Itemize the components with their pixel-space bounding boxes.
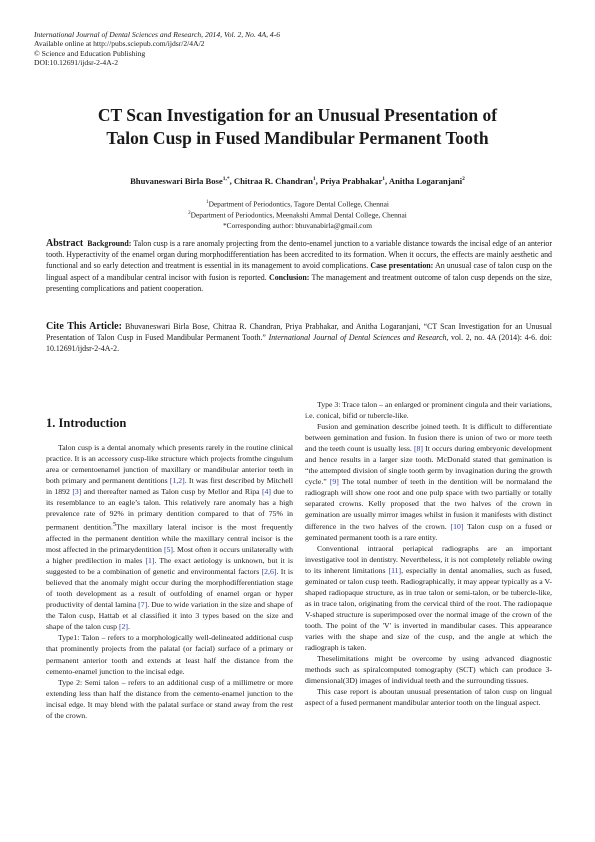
- corresponding-author: *Corresponding author: bhuvanabirla@gmail.com: [222, 220, 373, 230]
- author-sep: ,: [385, 176, 389, 186]
- citation-link[interactable]: [3]: [72, 487, 82, 497]
- citation-link[interactable]: [2]: [118, 622, 129, 632]
- author-affil-sup: 1,*: [222, 176, 230, 183]
- left-column: [46, 399, 293, 721]
- publisher-line: © Science and Education Publishing: [34, 48, 146, 58]
- affiliations: [40, 198, 555, 231]
- intro-paragraph-1: Talon cusp is a dental anomaly which presents rarely in the routine clinical practice. It is an accessory cusp-like structure which projects fromthe cingulum area or cementoenamel junction of maxillary or mandibular anterior teeth in both primary and permanent dentitions [1,2]. It was first described by Mitchell in 1892 [3] and thereafter named as Talon cusp by Mellor and Ripa [4] due to its resemblance to an eagle’s talon. This relatively rare anomaly has a high prevalence rate of 92% in primary dentition compared to that of 75% in permanent dentition.$^5$The maxillary lateral incisor is the most frequently affected in the permanent dentition while the maxillary central incisor is the most affected in the primarydentition [5]. Most often it occurs unilaterally with a higher predilection in males [1]. The exact aetiology is unknown, but it is suggested to be a combination of genetic and environmental factors [2,6]. It is believed that the anomaly might occur during the morphodifferentiation stage of tooth development as a result of outfolding of enamel organ or hyper productivity of dental lamina [7]. Due to wide variation in the size and shape of the Talon cusp, Hattab et al classified it into 3 types based on the size and shape of the talon cusp [2].: [46, 443, 294, 632]
- citation-link[interactable]: [5]: [163, 545, 174, 555]
- abstract-heading: Abstract: [46, 238, 84, 249]
- title-line-2: Talon Cusp in Fused Mandibular Permanent Tooth: [106, 128, 489, 148]
- conclusion-text: The management and treatment outcome of talon cusp depends on the size, presenting complications and patient cooperation.: [46, 272, 552, 293]
- cite-journal: International Journal of Dental Sciences and Research: [268, 333, 447, 342]
- citation-link[interactable]: [11]: [388, 565, 402, 575]
- background-text: Talon cusp is a rare anomaly projecting from the dento-enamel junction to a variable distance towards the incisal edge of an anterior tooth. Hyperactivity of the enamel organ during morphodifferentiation has been accredited to its formation. When it occurs, the effects are mainly aesthetic and functional and so early detection and treatment is essential in its management to avoid complications.: [46, 239, 552, 271]
- background-label: Background:: [87, 239, 132, 248]
- doi-line: DOI:10.12691/ijdsr-2-4A-2: [34, 58, 119, 68]
- cite-tail: , vol. 2, no. 4A (2014): 4-6. doi: 10.12691/ijdsr-2-4A-2.: [46, 333, 552, 353]
- author-name: Priya Prabhakar: [319, 176, 383, 186]
- right-column: [305, 399, 552, 708]
- citation-link[interactable]: [8]: [413, 444, 423, 454]
- author-name: Bhuvaneswari Birla Bose: [130, 176, 223, 186]
- conclusion-label: Conclusion:: [269, 272, 310, 282]
- affiliation-1: $^1$Department of Periodontics, Tagore Dental College, Chennai: [206, 199, 389, 209]
- citation-link[interactable]: [1]: [145, 556, 155, 566]
- section-heading-introduction: 1. Introduction: [46, 416, 127, 430]
- author-list: [40, 176, 555, 186]
- intro-paragraph-radiographs: Conventional intraoral periapical radiographs are an important investigative tool in dentistry. Nevertheless, it is not completely reliable owing to its inherent limitations [11], especially in dental anomalies, such as fused, geminated or talon cusp teeth. Radiographically, it may appear typically as a V-shaped radiopaque structure, as in true talon or semi-talon, or be tubercle-like, as in trace talon, originating from the cervical third of the root. The radiopaque V-shaped structure is superimposed over the normal image of the crown of the tooth. The point of the 'V' is inverted in mandibular cases. This appearance varies with the shape and size of the cusp, and the angle at which the radiograph is taken.: [305, 543, 552, 653]
- header-meta: [34, 30, 280, 68]
- cite-heading: Cite This Article:: [46, 321, 122, 332]
- cite-text: Bhuvaneswari Birla Bose, Chitraa R. Chandran, Priya Prabhakar, and Anitha Logaranjani, “CT Scan Investigation for an Unusual Presentation of Talon Cusp in Fused Mandibular Permanent Tooth.”: [46, 322, 552, 342]
- author-name: Anitha Logaranjani: [388, 176, 463, 186]
- intro-paragraph-fusion: Fusion and gemination describe joined teeth. It is difficult to differentiate between gemination and fusion. In fusion there is union of two or more teeth and the teeth count is usually less. [8] It occurs during embryonic development and hence results in a larger size tooth. McDonald stated that gemination is “the attempted division of single tooth germ by invagination during the growth cycle.” [9] The total number of teeth in the dentition will be normaland the radiograph will show one root and one pulp space with two partially or totally separated crowns. Kelly proposed that the two halves of the crown in gemination are usually mirror images whilst in fusion it manifests with distinct difference in the two halves of the crown. [10] Talon cusp on a fused or geminated permanent tooth is a rare entity.: [305, 422, 552, 542]
- intro-paragraph-type3: Type 3: Trace talon – an enlarged or prominent cingula and their variations, i.e. conical, bifid or tubercle-like.: [305, 400, 552, 421]
- citation-link[interactable]: [4]: [261, 487, 271, 497]
- case-text: An unusual case of talon cusp on the lingual aspect of a mandibular central incisor with fusion is reported.: [46, 261, 552, 282]
- citation-link[interactable]: [2,6]: [261, 567, 277, 577]
- author-sep: ,: [315, 176, 320, 186]
- intro-paragraph-type1: Type1: Talon – refers to a morphologically well-delineated additional cusp that prominently projects from the palatal (or facial) surface of a primary or permanent anterior tooth and extends at least half the distance from the cemento-enamel junction to the incisal edge.: [46, 633, 293, 676]
- intro-paragraph-type2: Type 2: Semi talon – refers to an additional cusp of a millimetre or more extending less than half the distance from the cemento-enamel junction to the incisal edge. It may blend with the palatal surface or stand away from the rest of the crown.: [46, 677, 293, 720]
- paper-title: [40, 104, 555, 150]
- url-line[interactable]: Available online at http://pubs.sciepub.com/ijdsr/2/4A/2: [34, 39, 205, 49]
- abstract: [46, 238, 552, 294]
- intro-paragraph-limitations: Theselimitations might be overcome by using advanced diagnostic methods such as spiralcomputed tomography (SCT) which can produce 3-dimensional(3D) images of individual teeth and the surrounding tissues.: [305, 654, 552, 686]
- case-label: Case presentation:: [370, 261, 434, 271]
- citation-link[interactable]: [1,2]: [169, 476, 185, 486]
- author-sep: ,: [229, 176, 234, 186]
- title-line-1: CT Scan Investigation for an Unusual Presentation of: [97, 105, 498, 125]
- intro-paragraph-case: This case report is aboutan unusual presentation of talon cusp on lingual aspect of a fused permanent mandibular anterior tooth on the lingual aspect.: [305, 687, 552, 708]
- citation-link[interactable]: [9]: [329, 477, 339, 487]
- affiliation-2: $^2$Department of Periodontics, Meenakshi Ammal Dental College, Chennai: [188, 210, 407, 220]
- citation-link[interactable]: [10]: [450, 521, 464, 531]
- journal-line: International Journal of Dental Sciences and Research, 2014, Vol. 2, No. 4A, 4-6: [34, 30, 281, 39]
- citation-link[interactable]: [7]: [138, 600, 148, 610]
- author-name: Chitraa R. Chandran: [233, 176, 313, 186]
- author-affil-sup: 1: [382, 176, 386, 183]
- author-affil-sup: 1: [312, 176, 316, 183]
- cite-this-article: [46, 321, 552, 354]
- author-affil-sup: 2: [462, 176, 465, 183]
